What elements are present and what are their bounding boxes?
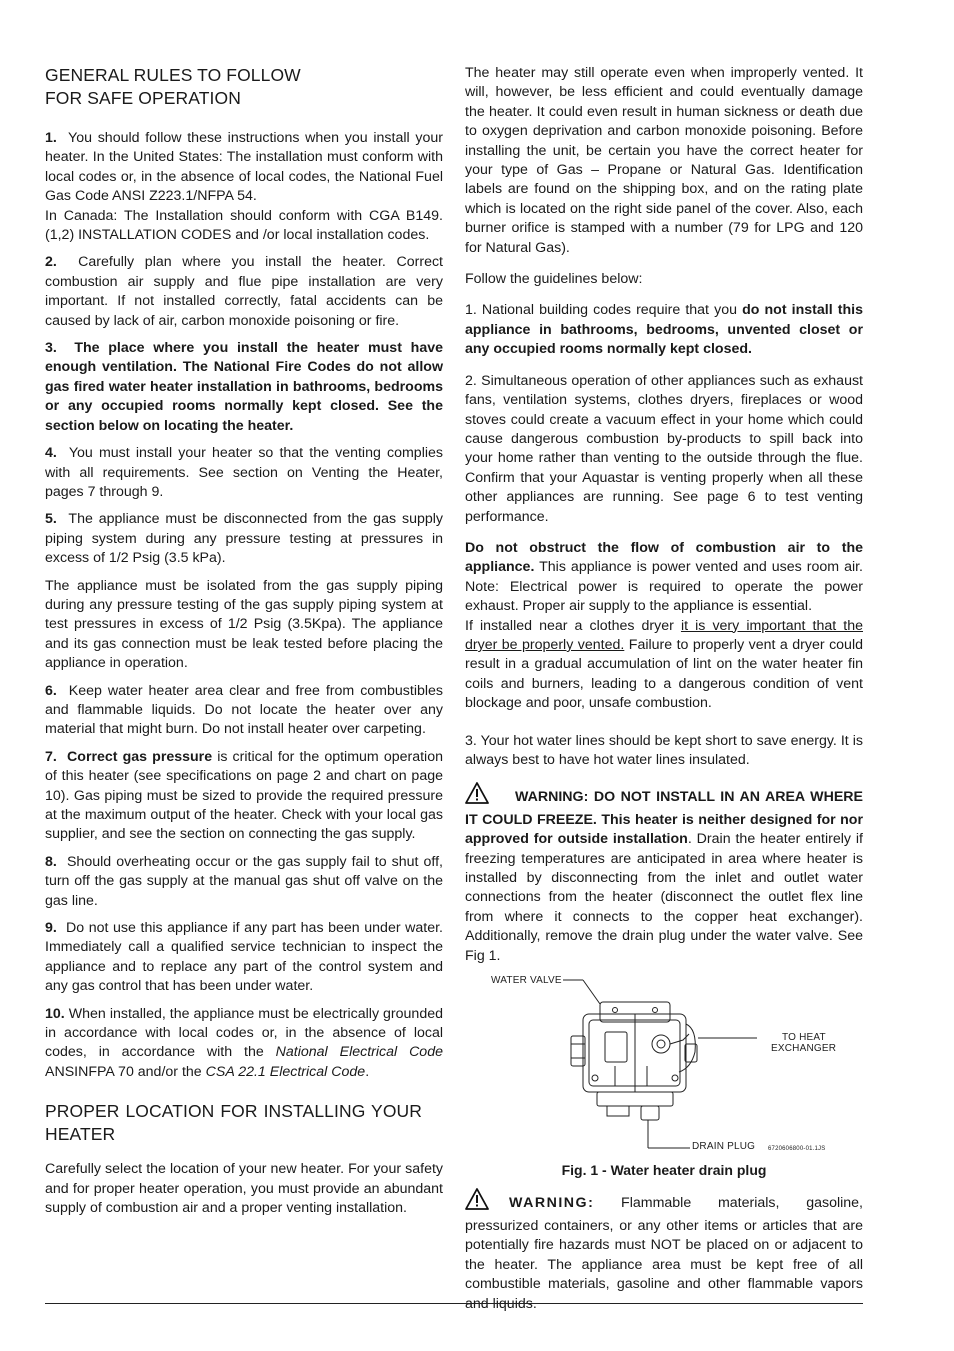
left-column bbox=[45, 64, 443, 1227]
rule-6: 6. Keep water heater area clear and free from combustibles and flammable liquids. Do not locate the heater over any material that might burn. Do not install heater over carpeting. bbox=[45, 682, 443, 738]
water-valve-illustration bbox=[465, 974, 863, 1159]
heading-safe-operation: GENERAL RULES TO FOLLOW FOR SAFE OPERATION bbox=[45, 65, 301, 108]
label-to-heat: TO HEAT bbox=[782, 1032, 826, 1044]
follow-guidelines: Follow the guidelines below: bbox=[465, 271, 643, 288]
right-column bbox=[465, 64, 863, 1322]
combustion-air-paragraph: Do not obstruct the flow of combustion air to the appliance. This appliance is power vented and uses room air. Note: Electrical power is required to operate the power exhaust. Proper air supply to the appliance is essential. bbox=[465, 539, 863, 615]
heading-proper-location: PROPER LOCATION FOR INSTALLING YOUR HEATER bbox=[45, 1101, 423, 1145]
label-exchanger: EXCHANGER bbox=[771, 1043, 837, 1055]
footer-rule bbox=[45, 1303, 863, 1304]
rule-7: 7. Correct gas pressure is critical for the optimum operation of this heater (see specifications on page 2 and chart on page 10). Gas piping must be sized to provide the required pressure at the maximum output of the heater. Check with your local gas supplier, and see the section on connecting the gas supply. bbox=[45, 748, 443, 843]
rule-10: 10. When installed, the appliance must be electrically grounded in accordance with local codes or, in the absence of local codes, in accordance with the National Electrical Code ANSINFPA 70 and/or the CSA 22.1 Electrical Code. bbox=[45, 1005, 443, 1080]
figure-code: 6720606800-01.1JS bbox=[768, 1146, 826, 1153]
warning-flammable: WARNING: Flammable materials, gasoline, pressurized containers, or any other items or articles that are potentially fire hazards must NOT be placed on or adjacent to the heater. The appliance area must be kept free of all combustible materials, gasoline and other flammable vapors and liquids. bbox=[465, 1188, 863, 1313]
location-paragraph: Carefully select the location of your new heater. For your safety and for proper heater operation, you must provide an abundant supply of combustion air and a proper venting installation. bbox=[45, 1161, 443, 1217]
warning-freeze: WARNING: DO NOT INSTALL IN AN AREA WHERE IT COULD FREEZE. This heater is neither designed for nor approved for outside installation. Drain the heater entirely if freezing temperatures are anticipated in area where heater is installed by disconnecting from the inlet and outlet water connections from the heater (disconnect the outlet flex line from where it connects to the copper heat exchanger). Additionally, remove the drain plug under the water valve. See Fig 1. bbox=[465, 782, 863, 966]
rule-4: 4. You must install your heater so that the venting complies with all requirements. See section on Venting the Heater, pages 7 through 9. bbox=[45, 445, 443, 500]
rule-5: 5. The appliance must be disconnected from the gas supply piping system during any pressure testing at pressures in excess of 1/2 Psig (3.5 kPa). bbox=[45, 511, 443, 567]
guideline-3: 3. Your hot water lines should be kept short to save energy. It is always best to have hot water lines insulated. bbox=[465, 732, 863, 768]
venting-paragraph: The heater may still operate even when improperly vented. It will, however, be less efficient and could eventually damage the heater. It could even result in human sickness or death due to oxygen deprivation and carbon monoxide poisoning. Before installing the unit, be certain you have the correct heater for your type of Gas – Propane or Natural Gas. Identification labels are found on the shipping box, and on the rating plate which is located on the right side panel of the cover. Also, each burner orifice is stamped with a number (79 for LPG and 120 for Natural Gas). bbox=[465, 65, 863, 256]
guideline-1: 1. National building codes require that you do not install this appliance in bathrooms, bedrooms, unvented closet or any occupied rooms normally kept closed. bbox=[465, 302, 863, 358]
rule-2: 2. Carefully plan where you install the heater. Correct combustion air supply and flue pipe installation are very important. If not installed correctly, fatal accidents can be caused by lack of air, carbon monoxide poisoning or fire. bbox=[45, 254, 443, 329]
guideline-2: 2. Simultaneous operation of other appliances such as exhaust fans, ventilation systems, clothes dryers, fireplaces or wood stoves could create a vacuum effect in your home which could cause dangerous combustion by-products to spill back into your home rather than venting to the outside through the flue. Confirm that your Aquastar is venting properly when all these other appliances are running. See page 6 to test venting performance. bbox=[465, 372, 863, 525]
rule-8: 8. Should overheating occur or the gas supply fail to shut off, turn off the gas supply at the manual gas shut off valve on the gas line. bbox=[45, 853, 443, 909]
dryer-paragraph: If installed near a clothes dryer it is very important that the dryer be properly vented. Failure to properly vent a dryer could result in a gradual accumulation of lint on the water heater fin coils and burners, leading to a dangerous condition of vent blockage and poor, unsafe combustion. bbox=[465, 617, 863, 712]
label-water-valve: WATER VALVE bbox=[491, 975, 562, 987]
rule-3: 3. The place where you install the heater must have enough ventilation. The National Fire Codes do not allow gas fired water heater installation in bathrooms, bedrooms or any occupied rooms normally kept closed. See the section below on locating the heater. bbox=[45, 340, 443, 434]
figure-water-valve bbox=[465, 974, 863, 1159]
rule-5-isolation: The appliance must be isolated from the gas supply piping during any pressure testing of the gas supply piping system at test pressures in excess of 1/2 Psig (3.5Kpa). The appliance and its gas connection must be leak tested before placing the appliance in operation. bbox=[45, 577, 443, 672]
rule-9: 9. Do not use this appliance if any part has been under water. Immediately call a qualified service technician to inspect the appliance and to replace any part of the control system and any gas control that has been under water. bbox=[45, 920, 443, 995]
warning-triangle-icon bbox=[465, 1188, 489, 1216]
label-drain-plug: DRAIN PLUG bbox=[692, 1141, 756, 1153]
rule-1: 1. You should follow these instructions when you install your heater. In the United States: The installation must conform with local codes or, in the absence of local codes, the National Fuel Gas Code ANSI Z223.1/NFPA 54. In Canada: The Installation should conform with CGA B149.(1,2) INSTALLATION CODES and /or local installation codes. bbox=[45, 130, 443, 244]
figure-caption: Fig. 1 - Water heater drain plug bbox=[561, 1162, 767, 1179]
warning-triangle-icon bbox=[465, 782, 489, 810]
